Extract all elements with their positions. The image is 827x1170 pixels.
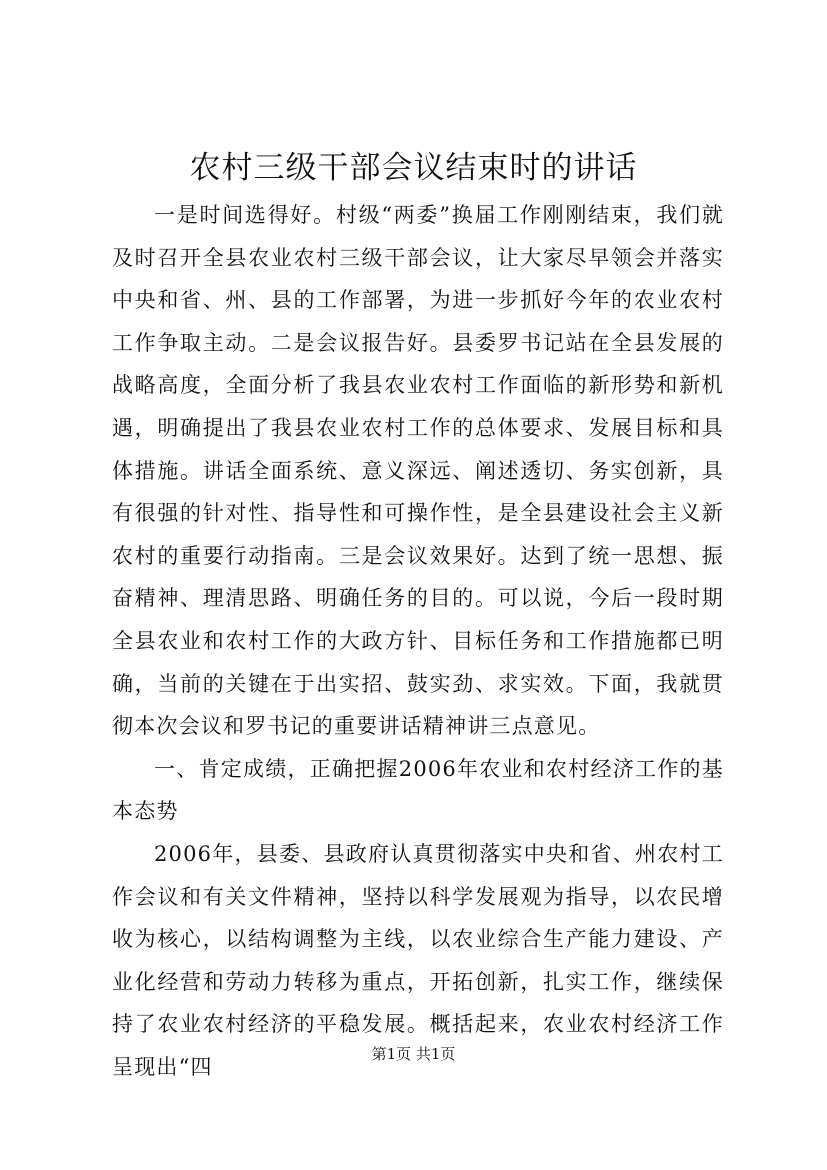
section-heading: 一、肯定成绩，正确把握2006年农业和农村经济工作的基本态势: [112, 756, 724, 824]
body-paragraph: 一是时间选得好。村级“两委”换届工作刚刚结束，我们就及时召开全县农业农村三级干部会议，让大家尽早领会并落实中央和省、州、县的工作部署，为进一步抓好今年的农业农村工作争取主动。二是会议报告好。县委罗书记站在全县发展的战略高度，全面分析了我县农业农村工作面临的新形势和新机遇，明确提出了我县农业农村工作的总体要求、发展目标和具体措施。讲话全面系统、意义深远、阐述透切、务实创新，具有很强的针对性、指导性和可操作性，是全县建设社会主义新农村的重要行动指南。三是会议效果好。达到了统一思想、振奋精神、理清思路、明确任务的目的。可以说，今后一段时期全县农业和农村工作的大政方针、目标任务和工作措施都已明确，当前的关键在于出实招、鼓实劲、求实效。下面，我就贯彻本次会议和罗书记的重要讲话精神讲三点意见。: [112, 203, 724, 739]
body-paragraph: 2006年，县委、县政府认真贯彻落实中央和省、州农村工作会议和有关文件精神，坚持以科学发展观为指导，以农民增收为核心，以结构调整为主线，以农业综合生产能力建设、产业化经营和劳动力转移为重点，开拓创新，扎实工作，继续保持了农业农村经济的平稳发展。概括起来，农业农村经济工作呈现出“四: [112, 841, 724, 1079]
document-title: 农村三级干部会议结束时的讲话: [189, 150, 638, 186]
document-body: [112, 194, 724, 1088]
page-footer: 第1页 共1页: [371, 1045, 456, 1063]
